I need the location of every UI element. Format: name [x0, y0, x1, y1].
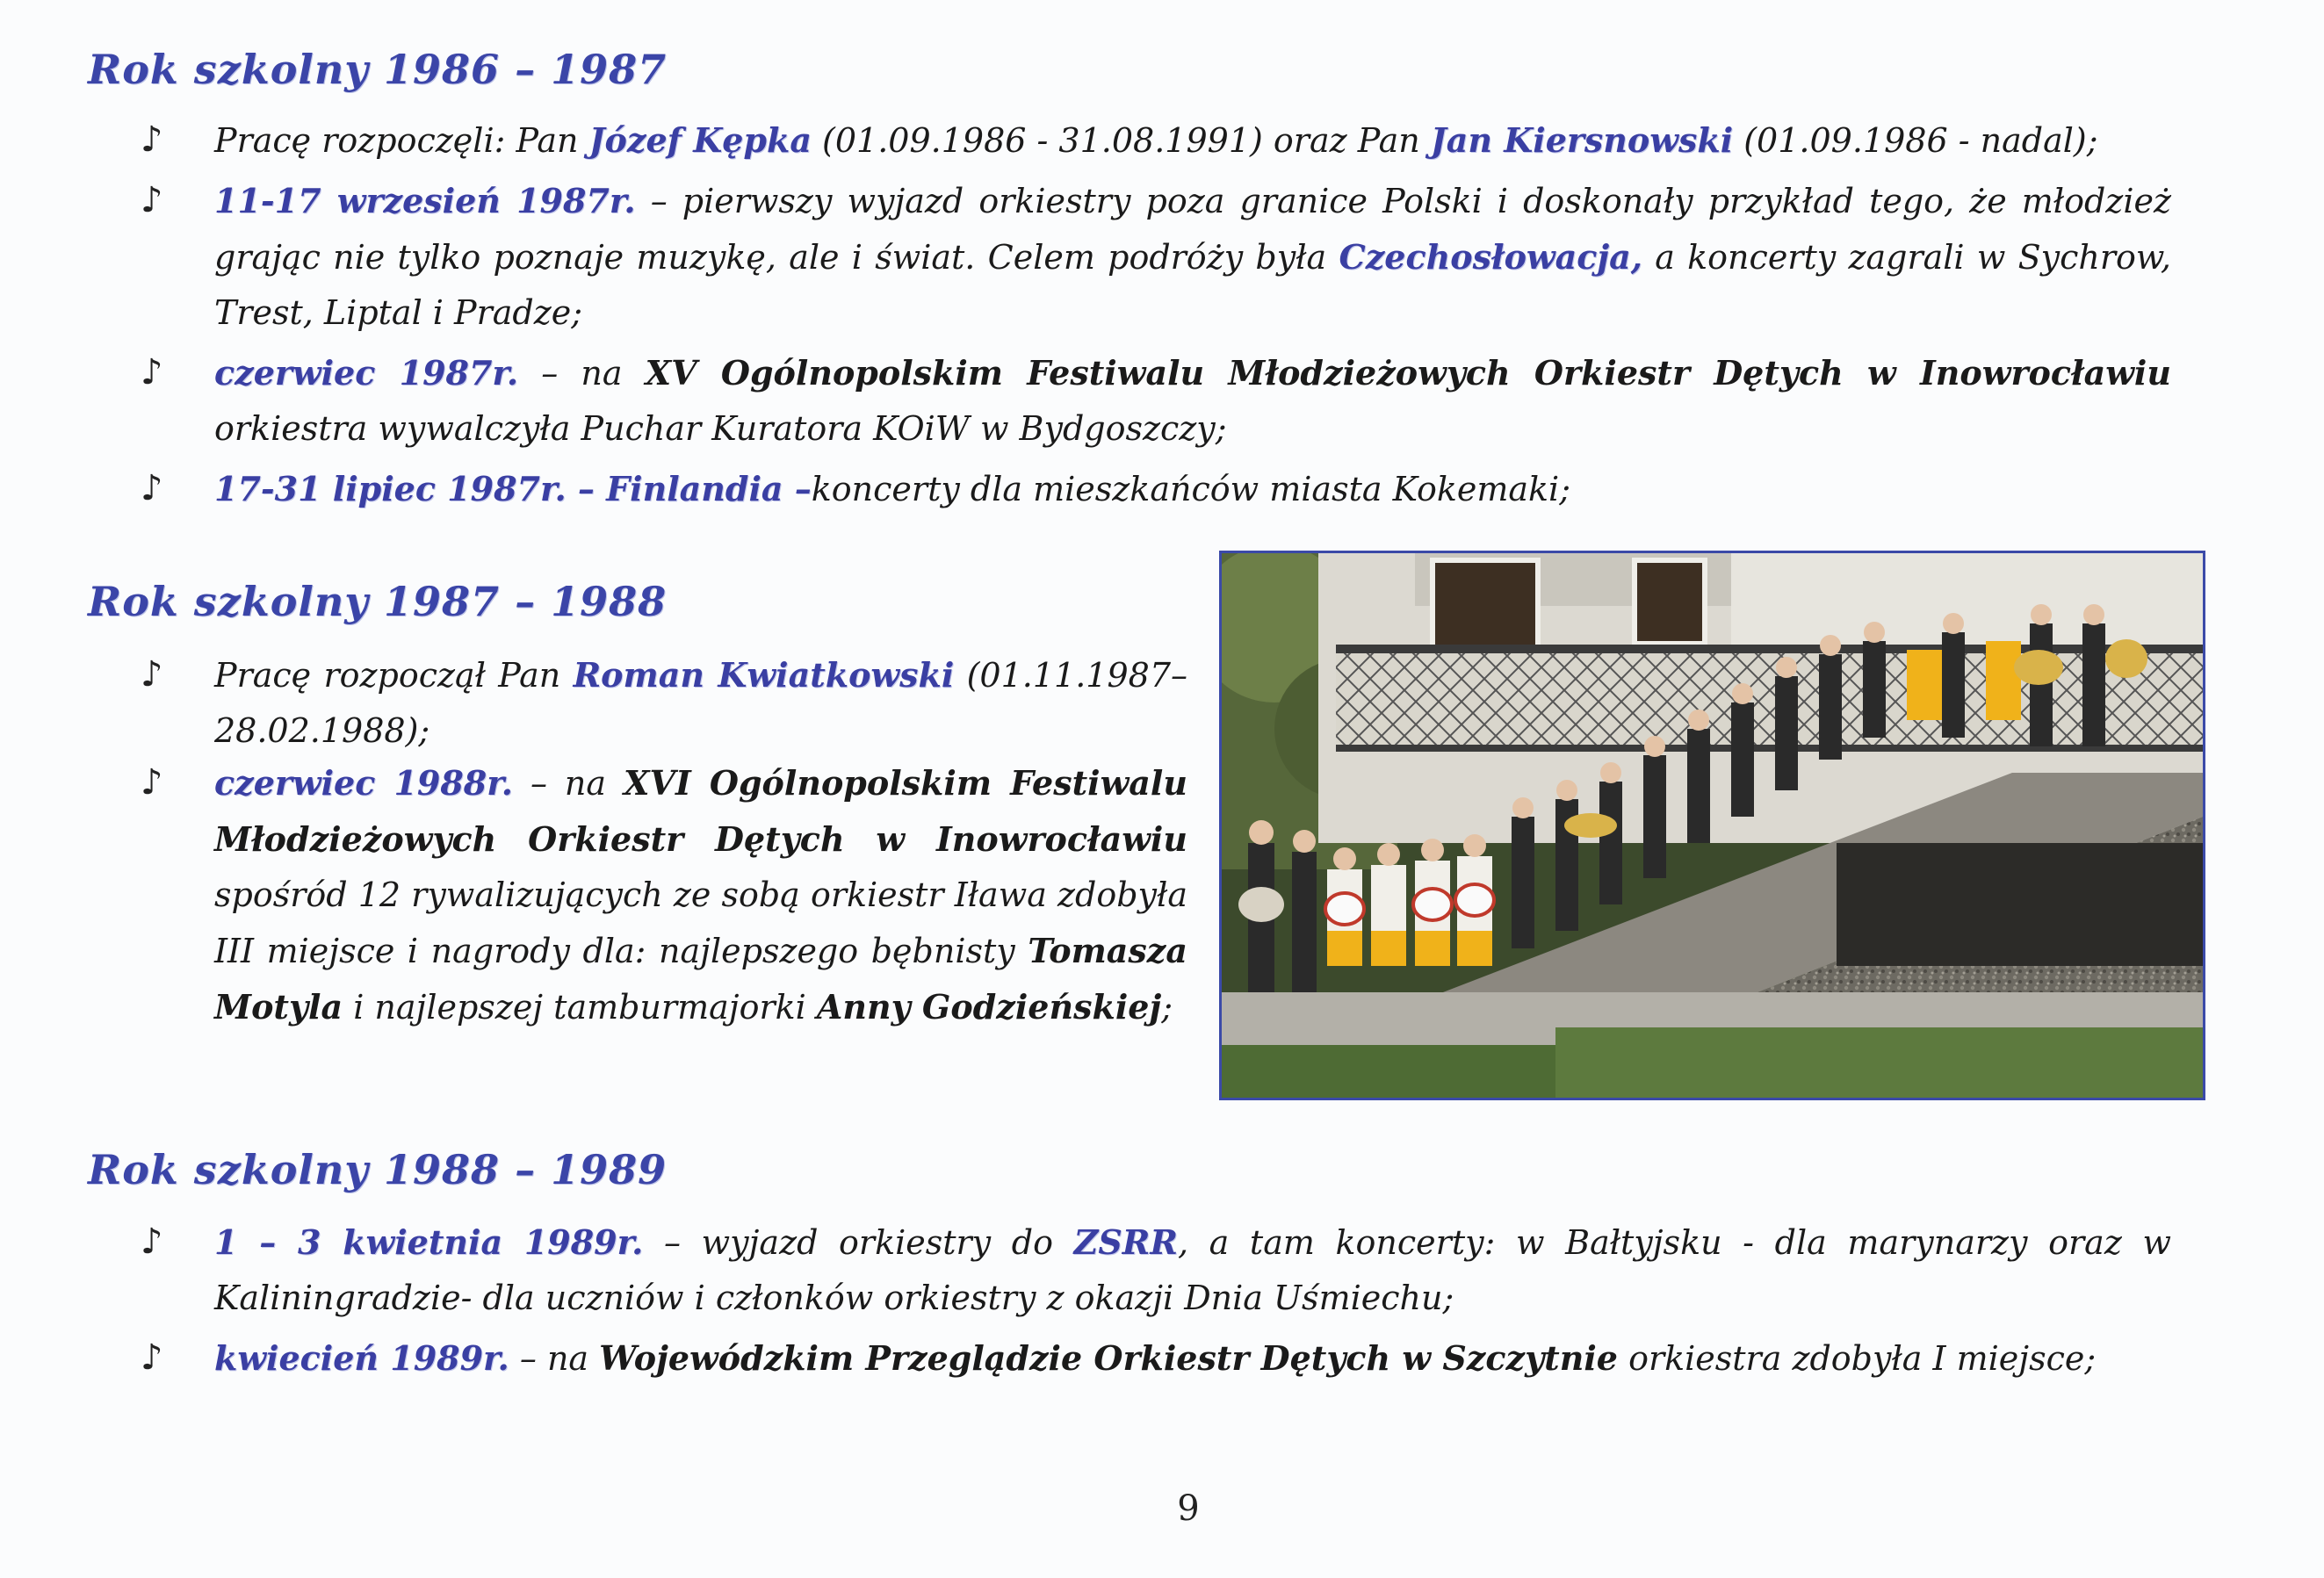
date-highlight: 11-17 wrzesień 1987r. — [214, 181, 636, 220]
list-item: ♪ czerwiec 1987r. – na XV Ogólnopolskim Festiwalu Młodzieżowych Orkiestr Dętych w Inowrocławiu orkiestra wywalczyła Puchar Kuratora KOiW w Bydgoszczy; — [214, 345, 2171, 457]
section-heading-1988-1989: Rok szkolny 1988 – 1989 — [88, 1146, 668, 1193]
music-note-icon: ♪ — [141, 119, 163, 160]
list-item: ♪ 1 – 3 kwietnia 1989r. – wyjazd orkiestry do ZSRR, a tam koncerty: w Bałtyjsku - dla marynarzy oraz w Kaliningradzie- dla uczniów i członków orkiestry z okazji Dnia Uśmiechu; — [214, 1214, 2171, 1326]
person-name: Józef Kępka — [588, 120, 812, 160]
person-name: Anny Godzieńskiej — [816, 987, 1162, 1027]
date-highlight: czerwiec 1987r. — [214, 353, 519, 393]
date-highlight: 17-31 lipiec 1987r. – Finlandia – — [214, 469, 812, 508]
date-highlight: kwiecień 1989r. — [214, 1338, 509, 1378]
list-item: ♪ Pracę rozpoczęli: Pan Józef Kępka (01.09.1986 - 31.08.1991) oraz Pan Jan Kiersnowski (01.09.1986 - nadal); — [214, 112, 2171, 169]
person-name: Roman Kwiatkowski — [573, 655, 955, 695]
music-note-icon: ♪ — [141, 468, 163, 508]
person-name: Tomasza Motyla — [214, 931, 1187, 1027]
music-note-icon: ♪ — [141, 180, 163, 220]
person-name: Jan Kiersnowski — [1430, 120, 1734, 160]
event-name: XV Ogólnopolskim Festiwalu Młodzieżowych Orkiestr Dętych w Inowrocławiu — [645, 353, 2171, 393]
date-highlight: 1 – 3 kwietnia 1989r. — [214, 1222, 644, 1262]
list-item: ♪ Pracę rozpoczął Pan Roman Kwiatkowski (01.11.1987– 28.02.1988); — [214, 647, 1187, 759]
list-item: ♪ 11-17 wrzesień 1987r. – pierwszy wyjazd orkiestry poza granice Polski i doskonały przykład tego, że młodzież grając nie tylko poznaje muzykę, ale i świat. Celem podróży była Czechosłowacja, a koncerty zagrali w Sychrow, Trest, Liptal i Pradze; — [214, 173, 2171, 341]
list-item: ♪ czerwiec 1988r. – na XVI Ogólnopolskim Festiwalu Młodzieżowych Orkiestr Dętych w Inowrocławiu spośród 12 rywalizujących ze sobą orkiestr Iława zdobyła III miejsce i nagrody dla: najlepszego bębnisty Tomasza Motyla i najlepszej tamburmajorki Anny Godzieńskiej; — [214, 755, 1187, 1035]
place-highlight: ZSRR — [1073, 1222, 1178, 1262]
orchestra-photo — [1219, 551, 2205, 1100]
music-note-icon: ♪ — [141, 762, 163, 803]
list-item: ♪ kwiecień 1989r. – na Wojewódzkim Przeglądzie Orkiestr Dętych w Szczytnie orkiestra zdobyła I miejsce; — [214, 1330, 2234, 1387]
section-heading-1986-1987: Rok szkolny 1986 – 1987 — [88, 46, 668, 93]
page-number: 9 — [1177, 1488, 1200, 1529]
music-note-icon: ♪ — [141, 352, 163, 393]
place-highlight: Czechosłowacja, — [1339, 237, 1642, 277]
list-item: ♪ 17-31 lipiec 1987r. – Finlandia –koncerty dla mieszkańców miasta Kokemaki; — [214, 461, 2171, 517]
music-note-icon: ♪ — [141, 654, 163, 695]
section-heading-1987-1988: Rok szkolny 1987 – 1988 — [88, 578, 668, 625]
orchestra-photo-illustration — [1222, 553, 2203, 1098]
music-note-icon: ♪ — [141, 1337, 163, 1378]
music-note-icon: ♪ — [141, 1221, 163, 1262]
date-highlight: czerwiec 1988r. — [214, 763, 514, 803]
event-name: XVI Ogólnopolskim Festiwalu Młodzieżowych Orkiestr Dętych w Inowrocławiu — [214, 763, 1187, 859]
event-name: Wojewódzkim Przeglądzie Orkiestr Dętych w Szczytnie — [599, 1338, 1618, 1378]
